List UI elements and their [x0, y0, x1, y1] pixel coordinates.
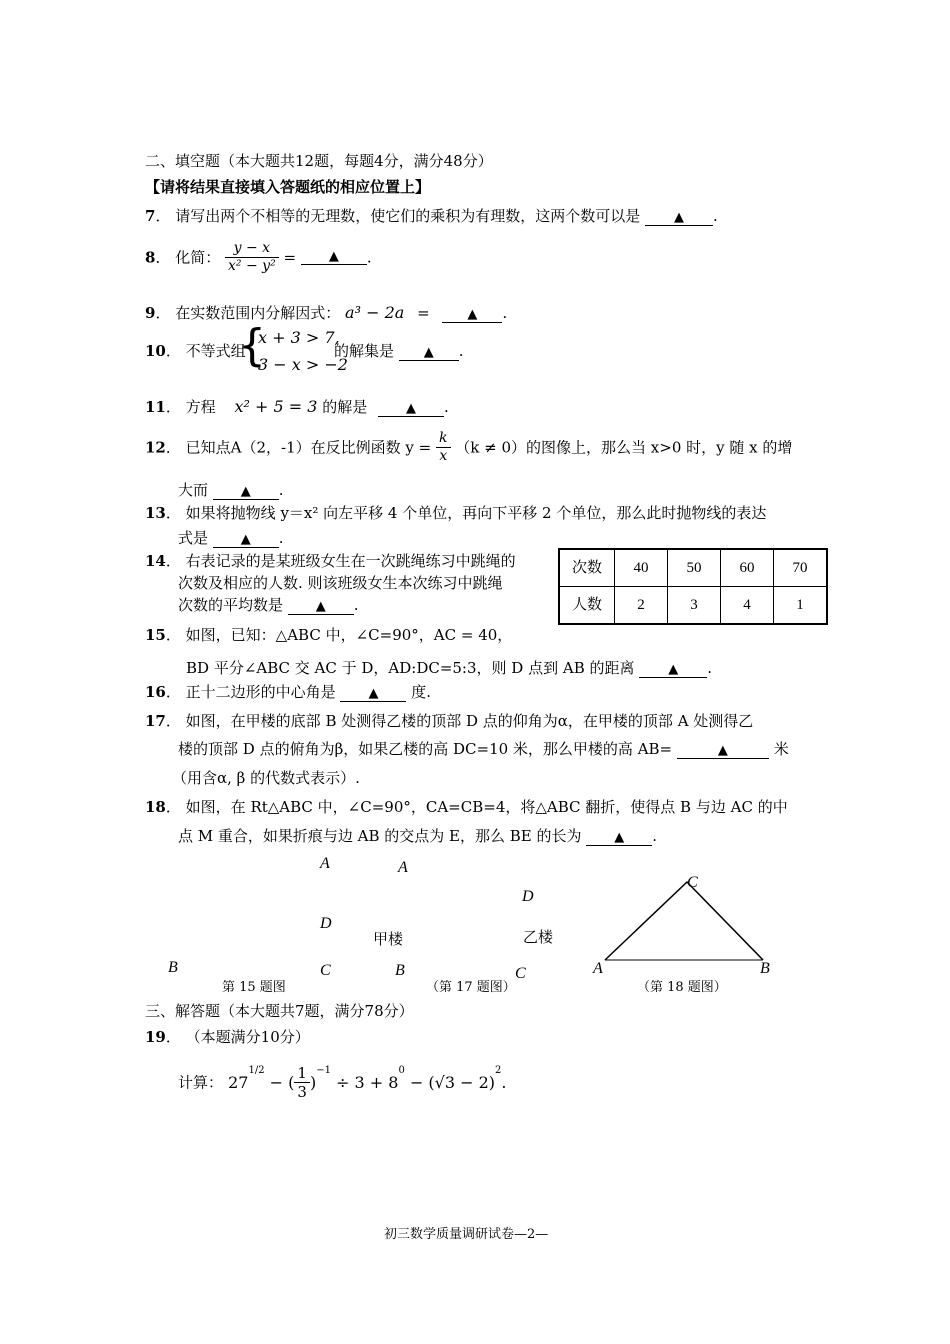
answer-blank[interactable]: ▲ — [677, 744, 769, 759]
table-row — [559, 549, 827, 587]
question-text-cont: （k ≠ 0）的图像上，那么当 x>0 时，y 随 x 的增 — [455, 438, 793, 457]
question-17: 17． 如图，在甲楼的底部 B 处测得乙楼的顶部 D 点的仰角为α，在甲楼的顶部 A 处测得乙 — [145, 712, 754, 730]
fig17-building-jia: 甲楼 — [373, 930, 404, 948]
question-text: 如果将抛物线 y＝x² 向左平移 4 个单位，再向下平移 2 个单位，那么此时抛物线的表达 — [185, 504, 767, 522]
fig17-building-yi: 乙楼 — [523, 928, 554, 946]
question-10: 10． 不等式组 — [145, 342, 246, 360]
fig18-caption: （第 18 题图） — [637, 980, 727, 995]
question-text: 不等式组 — [185, 342, 246, 360]
fraction-numerator: k — [436, 430, 450, 448]
inequality-1: x + 3 > 7, — [258, 328, 340, 347]
expr-exponent: 0 — [398, 1065, 405, 1076]
question-13-line2: 式是 ▲ . — [178, 529, 284, 547]
answer-blank[interactable]: ▲ — [399, 346, 459, 361]
question-text: 正十二边形的中心角是 — [185, 683, 336, 701]
expr-part: − (√3 − 2) — [409, 1072, 496, 1092]
fraction-numerator: y − x — [225, 240, 279, 258]
question-text: 计算： — [178, 1073, 224, 1092]
question-text: 式是 — [178, 529, 209, 547]
question-number: 15 — [145, 626, 166, 644]
question-8: 8． 化简： $\frac{y - x}{\text{x² − y²}}$ = ▲ . — [145, 240, 372, 274]
question-number: 14 — [145, 552, 166, 570]
table-row — [559, 587, 827, 625]
question-text: 如图，在 Rt△ABC 中，∠C=90°，CA=CB=4，将△ABC 翻折，使得点 B 与边 AC 的中 — [185, 798, 788, 816]
question-16: 16． 正十二边形的中心角是 ▲ 度. — [145, 683, 432, 701]
question-11: 11． 方程 x² + 5 = 3 的解是 ▲ . — [145, 397, 449, 416]
question-text: BD 平分∠ABC 交 AC 于 D，AD:DC=5:3，则 D 点到 AB 的距离 — [186, 659, 635, 677]
question-text: 化简： — [175, 248, 221, 267]
answer-blank[interactable]: ▲ — [639, 663, 707, 678]
question-9: 9． 在实数范围内分解因式： a³ − 2a = ▲ . — [145, 303, 508, 322]
table-cell: 2 — [615, 587, 668, 625]
fraction-denominator: x² − y² — [228, 257, 276, 274]
question-15: 15． 如图，已知：△ABC 中，∠C=90°，AC = 40， — [145, 626, 513, 644]
table-cell: 人数 — [559, 587, 615, 625]
question-text: 请写出两个不相等的无理数，使它们的乘积为有理数，这两个数可以是 — [175, 207, 641, 225]
answer-blank[interactable]: ▲ — [442, 308, 502, 323]
question-text: 如图，在甲楼的底部 B 处测得乙楼的顶部 D 点的仰角为α，在甲楼的顶部 A 处测得乙 — [185, 712, 754, 730]
question-text: 的解集是 — [334, 342, 395, 360]
question-7: 7． 请写出两个不相等的无理数，使它们的乘积为有理数，这两个数可以是 ▲ . — [145, 207, 718, 225]
fig15-caption: 第 15 题图 — [222, 980, 286, 995]
question-number: 13 — [145, 504, 166, 522]
question-text-suffix: 度. — [411, 683, 432, 701]
question-text: 已知点A（2，-1）在反比例函数 y = — [185, 438, 432, 457]
answer-blank[interactable]: ▲ — [340, 687, 406, 702]
question-number: 8 — [145, 248, 156, 267]
question-text-suffix: 米 — [773, 740, 789, 758]
fig18-label-c: C — [687, 874, 698, 891]
question-10-suffix: 的解集是 ▲ . — [334, 342, 464, 360]
section-instruction: 【请将结果直接填入答题纸的相应位置上】 — [145, 178, 431, 196]
inequality-2: 3 − x > −2 — [258, 355, 348, 374]
equals-sign: = — [417, 304, 430, 322]
fig18-triangle — [595, 872, 775, 972]
expr-part: ÷ 3 + 8 — [336, 1072, 399, 1092]
question-text: 方程 — [185, 398, 216, 416]
question-number: 19 — [145, 1028, 166, 1046]
question-number: 16 — [145, 683, 166, 701]
question-text-suffix: 的解是 — [322, 398, 368, 416]
expr-part: − ( — [269, 1072, 295, 1092]
answer-blank[interactable]: ▲ — [586, 831, 652, 846]
question-number: 17 — [145, 712, 166, 730]
fraction-numerator: 1 — [294, 1064, 310, 1083]
table-cell: 40 — [615, 549, 668, 587]
table-cell: 4 — [721, 587, 774, 625]
section-heading: 二、填空题（本大题共12题，每题4分，满分48分） — [145, 152, 493, 170]
fig17-caption: （第 17 题图） — [426, 980, 516, 995]
equation: x² + 5 = 3 — [234, 397, 318, 416]
fig15-label-b: B — [168, 959, 178, 976]
question-14: 14． 右表记录的是某班级女生在一次跳绳练习中跳绳的 — [145, 552, 516, 570]
answer-blank[interactable]: ▲ — [213, 533, 279, 548]
fig15-label-a: A — [320, 855, 330, 872]
expr-part: ) — [309, 1072, 317, 1092]
question-number: 9 — [145, 304, 156, 322]
question-number: 18 — [145, 798, 166, 816]
question-text: 楼的顶部 D 点的俯角为β，如果乙楼的高 DC=10 米，那么甲楼的高 AB= — [178, 740, 673, 758]
question-text: 次数的平均数是 — [178, 596, 284, 614]
fig17-label-b: B — [395, 962, 405, 979]
fig17-label-c: C — [515, 965, 526, 982]
data-table — [558, 548, 828, 625]
expr-end: . — [501, 1072, 507, 1092]
question-18-line2: 点 M 重合，如果折痕与边 AB 的交点为 E，那么 BE 的长为 ▲ . — [178, 827, 658, 845]
question-number: 12 — [145, 438, 166, 457]
fig17-label-a: A — [398, 859, 408, 876]
table-cell: 50 — [668, 549, 721, 587]
question-text: 点 M 重合，如果折痕与边 AB 的交点为 E，那么 BE 的长为 — [178, 827, 582, 845]
fraction — [225, 240, 279, 275]
fig18-label-a: A — [593, 960, 603, 977]
expr-base: 27 — [228, 1072, 249, 1092]
answer-blank[interactable]: ▲ — [645, 211, 713, 226]
expr-exponent: −1 — [316, 1065, 331, 1076]
table-cell: 70 — [774, 549, 828, 587]
expr-exponent: 1/2 — [248, 1065, 265, 1076]
question-12-line2: 大而 ▲ . — [178, 481, 284, 499]
table-cell: 3 — [668, 587, 721, 625]
fraction — [436, 430, 450, 465]
answer-blank[interactable]: ▲ — [301, 250, 367, 265]
table-cell: 1 — [774, 587, 828, 625]
question-12: 12． 已知点A（2，-1）在反比例函数 y = $\frac{k}{x}$ （k ≠ 0）的图像上，那么当 x>0 时，y 随 x 的增 — [145, 430, 793, 464]
expr-exponent: 2 — [495, 1065, 502, 1076]
fig15-label-c: C — [320, 962, 331, 979]
question-17-line3: （用含α, β 的代数式表示）. — [172, 769, 360, 787]
table-cell: 次数 — [559, 549, 615, 587]
fraction-denominator: 3 — [297, 1083, 307, 1101]
expression: a³ − 2a — [345, 303, 405, 322]
question-text: （本题满分10分） — [185, 1028, 310, 1046]
question-text: 如图，已知：△ABC 中，∠C=90°，AC = 40， — [185, 626, 513, 644]
fig17-label-d: D — [522, 888, 534, 905]
fig18-label-b: B — [760, 960, 770, 977]
system-brace: { — [238, 320, 266, 371]
answer-blank[interactable]: ▲ — [288, 600, 354, 615]
equals-sign: = — [283, 248, 297, 267]
answer-blank[interactable]: ▲ — [378, 402, 444, 417]
question-19: 19． （本题满分10分） — [145, 1028, 310, 1046]
question-number: 7 — [145, 207, 156, 225]
question-number: 10 — [145, 342, 166, 360]
fraction-denominator: x — [439, 447, 448, 464]
fig15-label-d: D — [320, 915, 332, 932]
question-text: 大而 — [178, 481, 209, 499]
fraction — [294, 1064, 310, 1101]
question-15-line2: BD 平分∠ABC 交 AC 于 D，AD:DC=5:3，则 D 点到 AB 的距离 ▲ . — [186, 659, 713, 677]
question-17-line2 — [178, 740, 789, 759]
page-footer: 初三数学质量调研试卷—2— — [384, 1227, 549, 1242]
question-number: 11 — [145, 398, 166, 416]
question-13: 13． 如果将抛物线 y＝x² 向左平移 4 个单位，再向下平移 2 个单位，那么此时抛物线的表达 — [145, 504, 767, 522]
section-heading-3: 三、解答题（本大题共7题，满分78分） — [145, 1002, 414, 1020]
triangle-legs — [605, 882, 763, 960]
question-18: 18． 如图，在 Rt△ABC 中，∠C=90°，CA=CB=4，将△ABC 翻折，使得点 B 与边 AC 的中 — [145, 798, 788, 816]
question-19-expression — [178, 1064, 507, 1101]
question-text: 在实数范围内分解因式： — [175, 304, 341, 322]
table-cell: 60 — [721, 549, 774, 587]
question-14-line2: 次数及相应的人数. 则该班级女生本次练习中跳绳 — [178, 574, 503, 592]
question-14-line3: 次数的平均数是 ▲ . — [178, 596, 359, 614]
question-text: 右表记录的是某班级女生在一次跳绳练习中跳绳的 — [185, 552, 516, 570]
answer-blank[interactable]: ▲ — [213, 485, 279, 500]
